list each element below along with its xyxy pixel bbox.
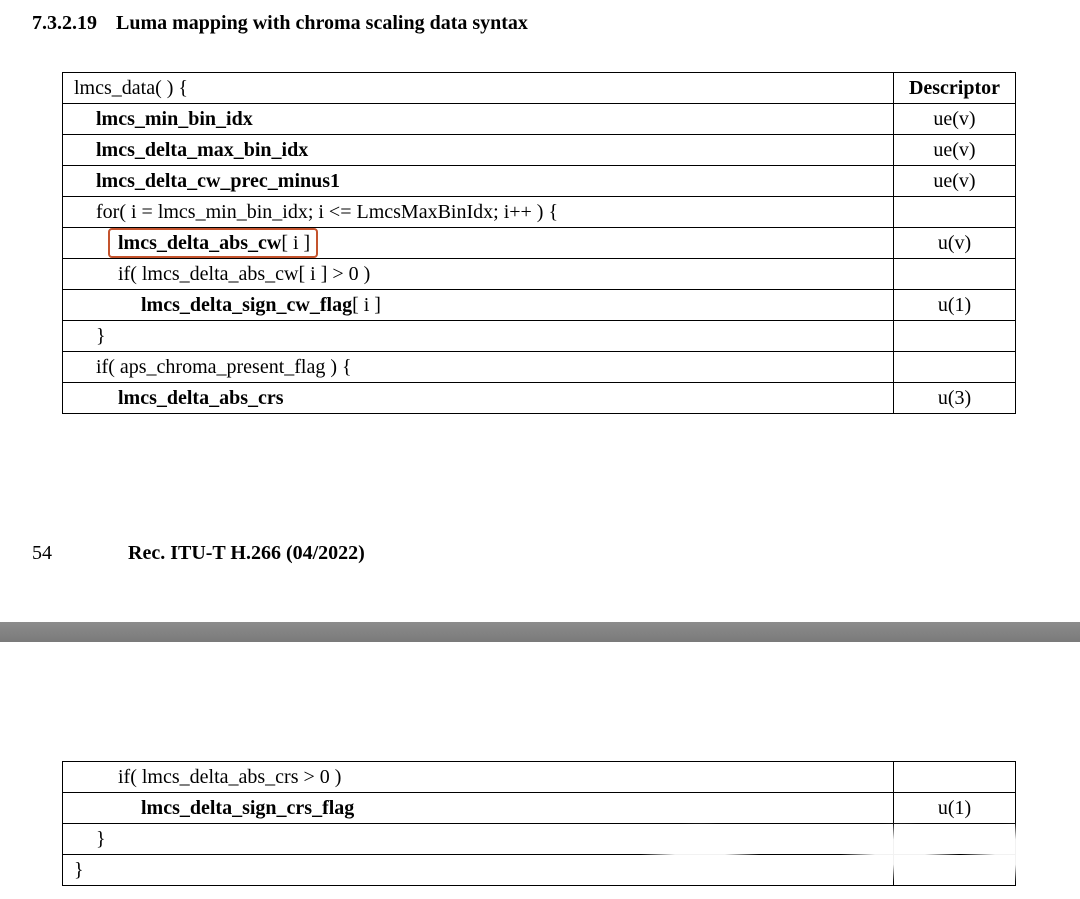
syntax-statement: if( aps_chroma_present_flag ) { bbox=[96, 356, 352, 378]
syntax-element: lmcs_delta_cw_prec_minus1 bbox=[96, 170, 341, 192]
descriptor-cell bbox=[894, 321, 1016, 352]
table-row bbox=[63, 290, 1016, 321]
table-row bbox=[63, 793, 1016, 824]
descriptor-cell: u(v) bbox=[894, 228, 1016, 259]
descriptor-cell: ue(v) bbox=[894, 166, 1016, 197]
section-number: 7.3.2.19 bbox=[32, 12, 97, 34]
table-row bbox=[63, 104, 1016, 135]
syntax-statement: } bbox=[96, 828, 106, 850]
descriptor-cell: u(3) bbox=[894, 383, 1016, 414]
syntax-statement: for( i = lmcs_min_bin_idx; i <= LmcsMaxBinIdx; i++ ) { bbox=[96, 201, 559, 223]
table-row bbox=[63, 228, 1016, 259]
syntax-statement: } bbox=[96, 325, 106, 347]
page-break-divider bbox=[0, 622, 1080, 642]
descriptor-cell bbox=[894, 259, 1016, 290]
syntax-element: lmcs_delta_max_bin_idx bbox=[96, 139, 309, 161]
scan-fade bbox=[640, 822, 760, 882]
table-row bbox=[63, 352, 1016, 383]
descriptor-cell: ue(v) bbox=[894, 104, 1016, 135]
table-header-row bbox=[63, 73, 1016, 104]
syntax-index: [ i ] bbox=[281, 232, 311, 254]
table-row bbox=[63, 762, 1016, 793]
syntax-element: lmcs_delta_sign_cw_flag bbox=[141, 294, 353, 316]
table-row bbox=[63, 166, 1016, 197]
syntax-index: [ i ] bbox=[352, 294, 381, 316]
syntax-element: lmcs_min_bin_idx bbox=[96, 108, 253, 130]
syntax-statement: if( lmcs_delta_abs_crs > 0 ) bbox=[118, 766, 342, 788]
table-row bbox=[63, 383, 1016, 414]
descriptor-cell bbox=[894, 197, 1016, 228]
syntax-element: lmcs_delta_sign_crs_flag bbox=[141, 797, 355, 819]
highlighted-syntax-element bbox=[108, 228, 318, 258]
table-row bbox=[63, 321, 1016, 352]
descriptor-header-cell: Descriptor bbox=[894, 73, 1016, 104]
descriptor-cell bbox=[894, 762, 1016, 793]
syntax-statement: if( lmcs_delta_abs_cw[ i ] > 0 ) bbox=[118, 263, 371, 285]
table-row bbox=[63, 197, 1016, 228]
table-row bbox=[63, 135, 1016, 166]
syntax-table bbox=[62, 72, 1016, 414]
scan-fade bbox=[960, 822, 1080, 882]
syntax-element: lmcs_delta_abs_crs bbox=[118, 387, 284, 409]
syntax-statement: } bbox=[74, 859, 84, 881]
syntax-header-cell: lmcs_data( ) { bbox=[63, 73, 894, 104]
page-footer bbox=[32, 540, 365, 566]
descriptor-cell: u(1) bbox=[894, 290, 1016, 321]
section-title: Luma mapping with chroma scaling data syntax bbox=[116, 12, 528, 34]
descriptor-cell: ue(v) bbox=[894, 135, 1016, 166]
descriptor-cell: u(1) bbox=[894, 793, 1016, 824]
scan-fade bbox=[840, 822, 960, 882]
document-reference: Rec. ITU-T H.266 (04/2022) bbox=[128, 542, 365, 564]
table-row bbox=[63, 259, 1016, 290]
page-number: 54 bbox=[32, 542, 52, 564]
descriptor-cell bbox=[894, 352, 1016, 383]
syntax-element: lmcs_delta_abs_cw bbox=[118, 232, 282, 254]
section-heading bbox=[32, 10, 528, 36]
